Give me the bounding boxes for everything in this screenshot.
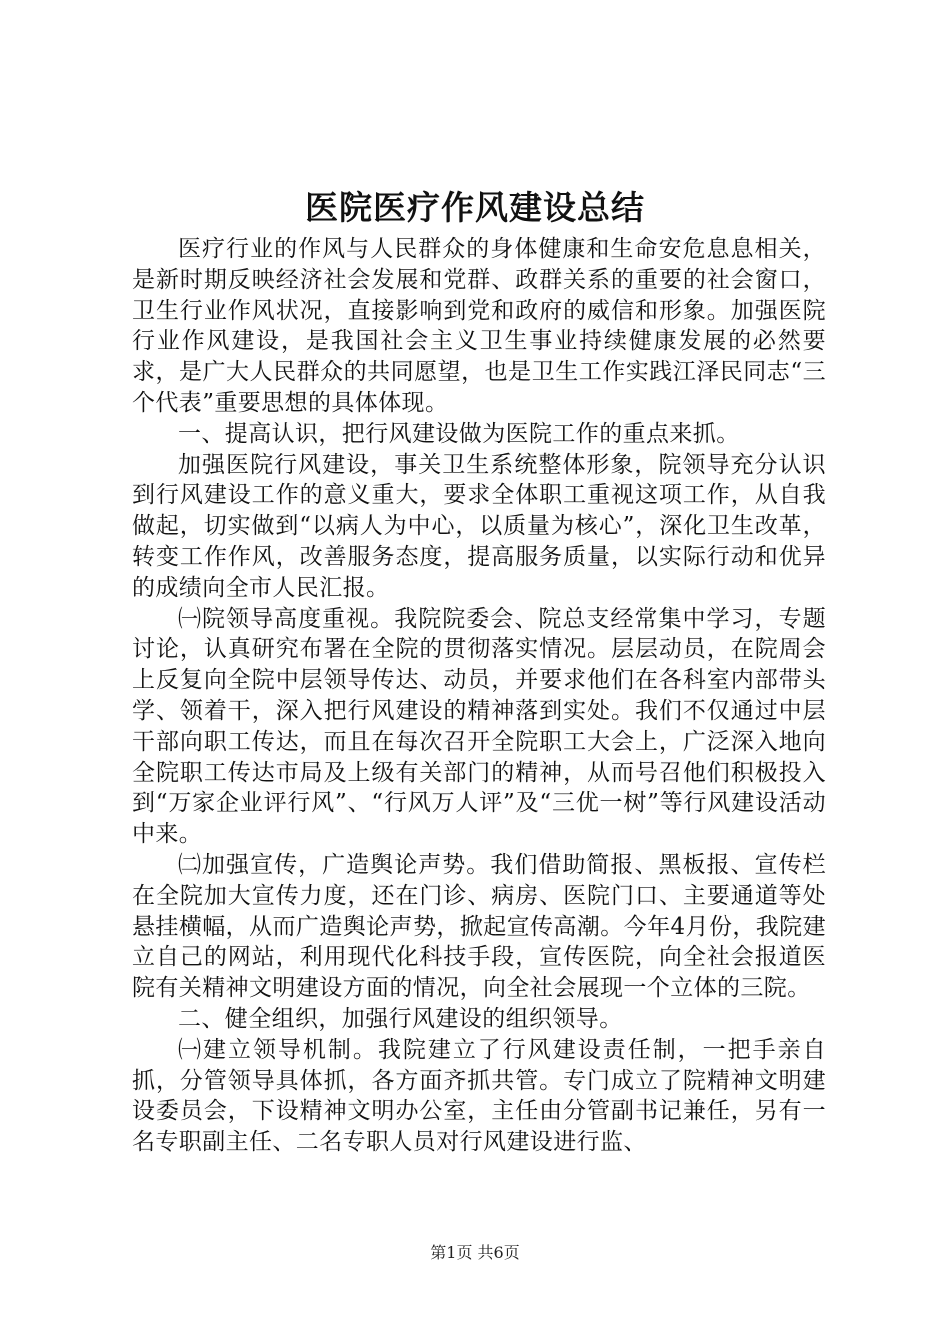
paragraph-subsection-1-1: ㈠院领导高度重视。我院院委会、院总支经常集中学习，专题讨论，认真研究布署在全院的贯彻落实情况。层层动员，在院周会上反复向全院中层领导传达、动员，并要求他们在各科室内部带头学、领着干，深入把行风建设的精神落到实处。我们不仅通过中层干部向职工传达，而且在每次召开全院职工大会上，广泛深入地向全院职工传达市局及上级有关部门的精神，从而号召他们积极投入到“万家企业评行风”、“行风万人评”及“三优一树”等行风建设活动中来。	[132, 605, 826, 848]
paragraph-subsection-2-1: ㈠建立领导机制。我院建立了行风建设责任制，一把手亲自抓，分管领导具体抓，各方面齐抓共管。专门成立了院精神文明建设委员会，下设精神文明办公室，主任由分管副书记兼任，另有一名专职副主任、二名专职人员对行风建设进行监、	[132, 1036, 826, 1156]
section-heading-2: 二、健全组织，加强行风建设的组织领导。	[178, 1005, 623, 1032]
document-title: 医院医疗作风建设总结	[305, 188, 645, 227]
document-body	[132, 234, 826, 1158]
page-footer: 第1页 共6页	[430, 1243, 520, 1262]
paragraph-section-1: 加强医院行风建设，事关卫生系统整体形象，院领导充分认识到行风建设工作的意义重大，要求全体职工重视这项工作，从自我做起，切实做到“以病人为中心，以质量为核心”，深化卫生改革，转变工作作风，改善服务态度，提高服务质量，以实际行动和优异的成绩向全市人民汇报。	[132, 451, 826, 601]
paragraph-subsection-1-2: ㈡加强宣传，广造舆论声势。我们借助简报、黑板报、宣传栏在全院加大宣传力度，还在门诊、病房、医院门口、主要通道等处悬挂横幅，从而广造舆论声势，掀起宣传高潮。今年4月份，我院建立自己的网站，利用现代化科技手段，宣传医院，向全社会报道医院有关精神文明建设方面的情况，向全社会展现一个立体的三院。	[132, 851, 826, 1002]
section-heading-1: 一、提高认识，把行风建设做为医院工作的重点来抓。	[178, 420, 740, 447]
paragraph-intro: 医疗行业的作风与人民群众的身体健康和生命安危息息相关，是新时期反映经济社会发展和党群、政群关系的重要的社会窗口，卫生行业作风状况，直接影响到党和政府的威信和形象。加强医院行业作风建设，是我国社会主义卫生事业持续健康发展的必然要求，是广大人民群众的共同愿望，也是卫生工作实践江泽民同志“三个代表”重要思想的具体体现。	[132, 236, 826, 416]
